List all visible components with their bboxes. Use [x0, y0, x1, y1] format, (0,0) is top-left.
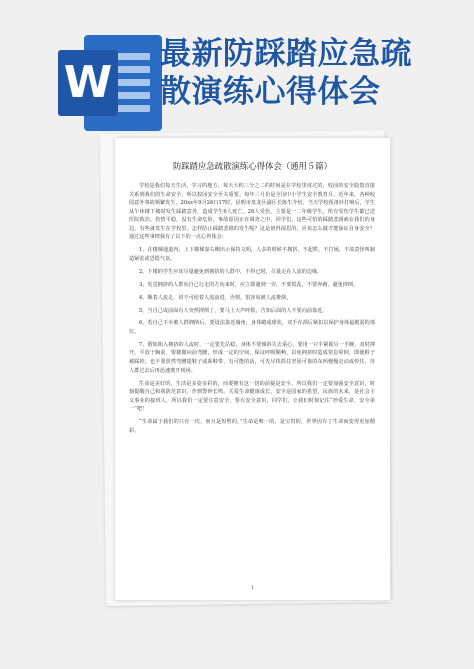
paragraph-item-6: 6、若自己不幸被人群拥倒后，要设法靠近墙角，身体蜷成球状，双手在颈后紧扣以保护身体最脆弱的部位。	[129, 320, 375, 335]
paragraph-quote: “生命属于我们的只有一次，而且是短暂的，”生命是唯一的，是宝贵的，世界因有了生命而变得更加精彩。	[129, 419, 375, 434]
banner-title-line-1: 最新防踩踏应急疏	[160, 36, 412, 72]
word-logo-letter: W	[58, 50, 118, 116]
paragraph-item-7: 7、假如陷入拥挤的人流时，一定要先站稳，身体不要倾斜失去重心，要用一只手紧握另一手腕，双肘撑开，平放于胸前，要微微向前弯腰，形成一定的空间，保证呼吸顺畅，以免拥挤时造成窒息晕倒，即使鞋子被踩掉，也不要贸然弯腰提鞋子或系鞋带，有可能的话，可先尽快抓住坚固可靠的东西慢慢走动或停住，待人群过去后再迅速离开现场。	[129, 341, 375, 374]
document-body	[129, 182, 375, 435]
document-page	[115, 138, 390, 600]
page-number: 1	[250, 585, 255, 591]
paragraph-item-5: 5、当自己或前面有人突然摔倒了，要马上大声呼救，告知后面的人不要向前靠近。	[139, 307, 328, 314]
paragraph-intro: 学校是我们每天生活、学习的地方，每天大约三分之二的时间是在学校里度过的，校园的安全隐患直接关系到我们的生命安全，所以校园安全至关重要。每年三月份是全国中小学生安全教育月，近年来，各种校园意外事故频繁发生，20xx年9月26日17时，昆明市盘龙区副区长陈生介绍，当天学校预备铃打响后，学生从午休楼下楼时发生踩踏意外，造成学生6人死亡，26人受伤，主要是一二年级学生，所有受伤学生都已送医院救治，伤情平稳，没有生命危险，事故原因正在调查之中。同学们，这些可怕的踩踏悲剧就在我们的身边，有些就发生在学校里。怎样防止踩踏悲剧的发生呢？这是值得深思的，应该怎么做才能保证自身安全？通过这些事情我有了以下的一点心得体会：	[129, 183, 375, 241]
paragraph-item-2: 2、下楼的学生应该尽量避免到拥挤的人群中，不得已时，尽量走在人流的边缘。	[139, 268, 323, 275]
word-doc-icon	[58, 35, 162, 131]
paragraph-item-1: 1、在楼梯通道内，上下楼梯靠右侧出示保持文明，人多的时候不拥挤，不起哄，不打闹，不故意怪叫制造紧张或恐慌气氛。	[129, 247, 375, 262]
paragraph-item-3: 3、发觉拥挤的人群向自己行走的方向来时，应立即避到一旁，不要慌乱，不要奔跑，避免摔倒。	[139, 281, 359, 288]
paragraph-item-4: 4、顺着人流走，切不可逆着人流前进，否则，很容易被人流推倒。	[139, 294, 292, 301]
paragraph-conclusion: 生命是美好的，生活是多姿多彩的，而要拥有这一切的前提是安全。所以我们一定要加强安全意识，时刻提醒自己和我防范意识，作到警钟长鸣，关爱生命健康成长，安全是国家的希望，民族的未来，是社会主义事业的接班人，所以我们一定要注意安全，要有安全意识，同学们，让我们时刻记住“珍爱生命，安全第一”吧！	[129, 380, 375, 413]
banner	[0, 0, 474, 118]
banner-title-line-2: 散演练心得体会	[160, 74, 381, 110]
document-title: 防踩踏应急疏散演练心得体会（通用５篇）	[172, 161, 333, 171]
